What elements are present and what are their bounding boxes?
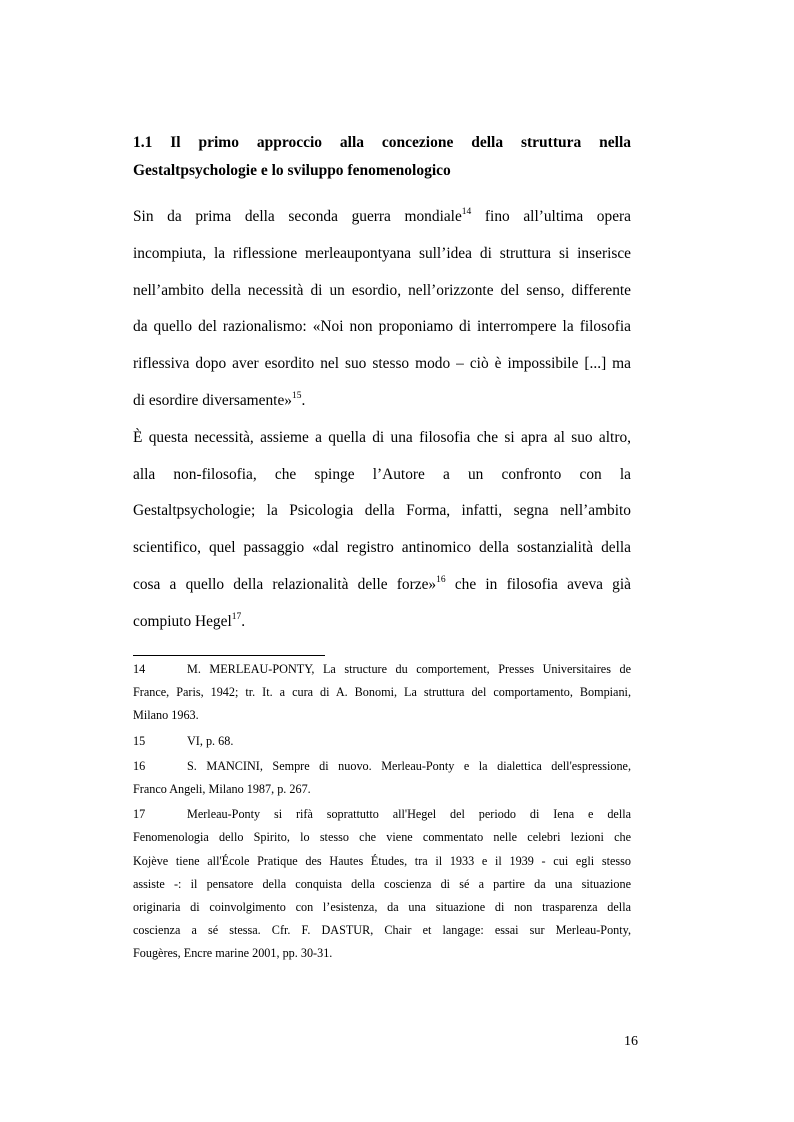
footnote-line: Kojève tiene all'École Pratique des Hautes Études, tra il 1933 e il 1939 - cui egli stesso bbox=[133, 853, 631, 868]
footnote-number: 16 bbox=[133, 758, 146, 773]
footnote-separator bbox=[133, 655, 325, 656]
footnote-reference-17[interactable]: 17 bbox=[231, 611, 242, 622]
footnote-line: Fougères, Encre marine 2001, pp. 30-31. bbox=[133, 946, 333, 961]
section-heading-line-1: 1.1 Il primo approccio alla concezione della struttura nella bbox=[133, 134, 631, 151]
paragraph-1-line-5: riflessiva dopo aver esordito nel suo stesso modo – ciò è impossibile [...] ma bbox=[133, 355, 631, 373]
footnote-line bbox=[133, 730, 631, 753]
footnote-line bbox=[133, 803, 631, 826]
footnote-line bbox=[133, 755, 631, 778]
text-segment: . bbox=[301, 391, 306, 409]
text-segment: che in filosofia aveva già bbox=[445, 575, 631, 593]
paragraph-2-line-2: alla non-filosofia, che spinge l’Autore a un confronto con la bbox=[133, 465, 631, 483]
text-segment: compiuto Hegel bbox=[133, 612, 232, 630]
footnote-17 bbox=[133, 803, 631, 965]
footnote-number: 17 bbox=[133, 807, 146, 822]
footnote-line: coscienza a sé stessa. Cfr. F. DASTUR, Chair et langage: essai sur Merleau-Ponty, bbox=[133, 923, 631, 938]
paragraph-2-line-3: Gestaltpsychologie; la Psicologia della Forma, infatti, segna nell’ambito bbox=[133, 502, 631, 520]
footnote-reference-15[interactable]: 15 bbox=[291, 390, 302, 401]
paragraph-1-line-2: incompiuta, la riflessione merleaupontyana sull’idea di struttura si inserisce bbox=[133, 244, 631, 262]
footnote-15 bbox=[133, 730, 631, 753]
paragraph-2-line-1: È questa necessità, assieme a quella di una filosofia che si apra al suo altro, bbox=[133, 428, 631, 446]
footnote-line: Franco Angeli, Milano 1987, p. 267. bbox=[133, 781, 311, 796]
footnote-reference-14[interactable]: 14 bbox=[461, 207, 472, 217]
text-segment: cosa a quello della relazionalità delle forze» bbox=[133, 575, 437, 593]
footnote-text: S. MANCINI, Sempre di nuovo. Merleau-Ponty e la dialettica dell'espressione, bbox=[187, 758, 631, 773]
footnote-line: Fenomenologia dello Spirito, lo stesso che viene commentato nelle celebri lezioni che bbox=[133, 830, 631, 845]
text-segment: Sin da prima della seconda guerra mondiale bbox=[133, 208, 462, 225]
footnotes bbox=[133, 658, 631, 967]
paragraph-1-line-1 bbox=[133, 199, 631, 236]
footnote-14 bbox=[133, 658, 631, 728]
paragraph-1-line-6 bbox=[133, 383, 631, 420]
footnote-line: France, Paris, 1942; tr. It. a cura di A. Bonomi, La struttura del comportamento, Bompiani, bbox=[133, 685, 631, 700]
footnote-number: 14 bbox=[133, 662, 146, 676]
footnote-text: VI, p. 68. bbox=[187, 733, 234, 748]
paragraph-1-line-3: nell’ambito della necessità di un esordio, nell’orizzonte del senso, differente bbox=[133, 281, 631, 299]
paragraph-1-line-4: da quello del razionalismo: «Noi non proponiamo di interrompere la filosofia bbox=[133, 318, 631, 336]
footnote-number: 15 bbox=[133, 733, 146, 748]
body-text bbox=[133, 199, 631, 641]
footnote-text: M. MERLEAU-PONTY, La structure du comportement, Presses Universitaires de bbox=[187, 662, 631, 676]
footnote-line: originaria di coinvolgimento con l’esistenza, da una situazione di non trasparenza della bbox=[133, 899, 631, 914]
footnote-line: assiste -: il pensatore della conquista della coscienza di sé a partire da una situazione bbox=[133, 876, 631, 891]
footnote-16 bbox=[133, 755, 631, 801]
footnote-line: Milano 1963. bbox=[133, 708, 199, 723]
text-segment: fino all’ultima opera bbox=[471, 208, 631, 225]
paragraph-2-line-4: scientifico, quel passaggio «dal registro antinomico della sostanzialità della bbox=[133, 539, 631, 557]
paragraph-2-line-6 bbox=[133, 604, 631, 641]
footnote-text: Merleau-Ponty si rifà soprattutto all'Hegel del periodo di Iena e della bbox=[187, 807, 631, 822]
page-number: 16 bbox=[624, 1034, 638, 1049]
footnote-line bbox=[133, 658, 631, 681]
footnote-reference-16[interactable]: 16 bbox=[436, 574, 446, 585]
text-segment: . bbox=[241, 612, 246, 630]
paragraph-2-line-5 bbox=[133, 567, 631, 604]
section-heading-line-2: Gestaltpsychologie e lo sviluppo fenomenologico bbox=[133, 162, 451, 179]
section-heading bbox=[133, 129, 631, 185]
text-segment: di esordire diversamente» bbox=[133, 391, 292, 409]
